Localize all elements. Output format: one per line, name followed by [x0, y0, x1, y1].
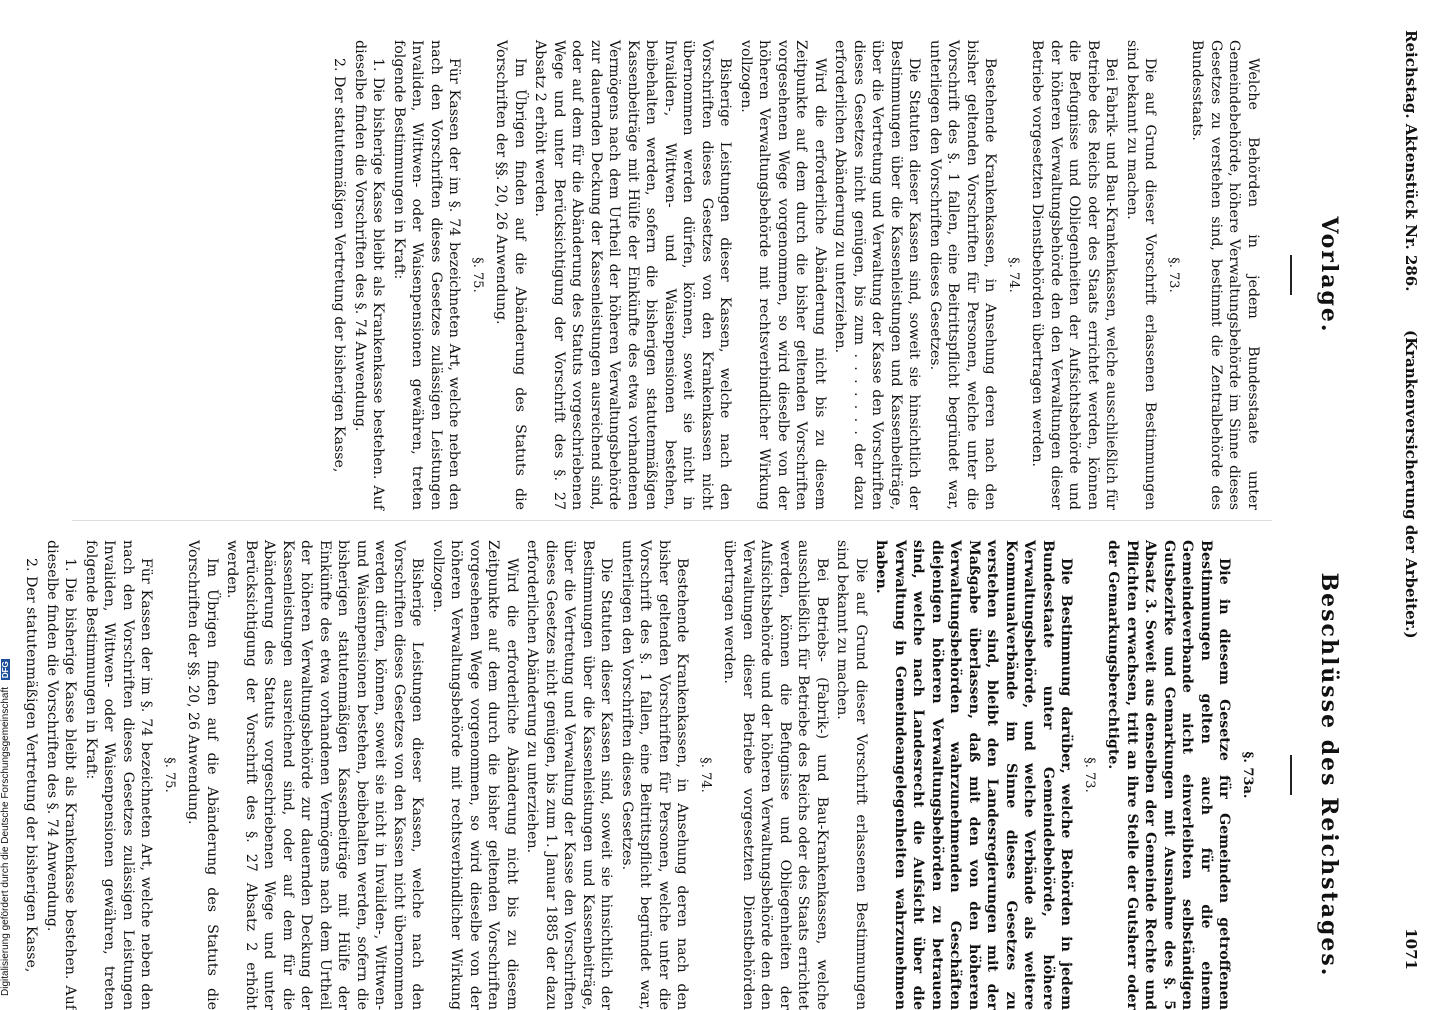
right-paragraph: Die Bestimmung darüber, welche Behörden in jedem Bundesstaate unter Gemeindebehörde, höhere Verwaltungsbehörde, und welche Verbände als weitere Kommunalverbände im Sinne dieses Gesetzes zu verstehen sind, bleibt den Landesregierungen mit der Maßgabe überlassen, daß mit den von den höheren Verwaltungsbehörden wahrzunehmenden Geschäften diejenigen höheren Verwaltungsbehörden zu betrauen sind, welche nach Landesrecht die Aufsicht über die Verwaltung in Gemeindeangelegenheiten wahrzunehmen haben.	[873, 540, 1075, 1010]
dfg-logo-icon: DFG	[1, 661, 10, 679]
right-section-heading: §. 74.	[698, 757, 713, 793]
right-paragraph: Im Übrigen finden auf die Abänderung des Statuts die Vorschriften der §§. 20, 26 Anwendung.	[185, 540, 220, 1010]
right-section-heading: §. 75.	[162, 757, 177, 793]
left-section-heading: §. 73.	[1166, 257, 1181, 293]
right-section-heading: §. 73.	[1082, 757, 1097, 793]
right-paragraph: Für Kassen der im §. 74 bezeichneten Art, welche neben den nach den Vorschriften dieses Gesetzes zulässigen Leistungen Invaliden, Wittwen- oder Waisenpensionen gewähren, treten folgende Bestimmungen in Kraft:	[83, 540, 155, 1010]
left-title-rule	[1290, 255, 1292, 295]
left-paragraph: Die auf Grund dieser Vorschrift erlassenen Bestimmungen sind bekannt zu machen.	[1124, 40, 1159, 510]
digitization-note	[0, 659, 11, 1000]
column-divider	[72, 520, 1272, 521]
right-paragraph: 1. Die bisherige Kasse bleibt als Krankenkasse bestehen. Auf dieselbe finden die Vorschriften des §. 74 Anwendung.	[44, 540, 79, 1010]
left-paragraph: Die Statuten dieser Kassen sind, soweit sie hinsichtlich der Bestimmungen über die Kassenleistungen und Kassenbeiträge, über die Vertretung und Verwaltung der Kasse den Vorschriften dieses Gesetzes nicht genügen, bis zum . . . . . . . der dazu erforderlichen Abänderung zu unterziehen.	[832, 40, 923, 510]
left-section-heading: §. 74.	[1006, 257, 1021, 293]
right-title-rule	[1290, 755, 1292, 795]
left-paragraph: Bestehende Krankenkassen, in Ansehung deren nach den bisher geltenden Vorschriften für Personen, welche unter die Vorschrift des §. 1 fallen, eine Beitrittspflicht begründet war, unterliegen den Vorschriften dieses Gesetzes.	[927, 40, 999, 510]
left-paragraph: Wird die erforderliche Abänderung nicht bis zu diesem Zeitpunkte auf dem durch die bisher geltenden Vorschriften vorgesehenen Wege vorgenommen, so wird dieselbe von der höheren Verwaltungsbehörde mit rechtsverbindlicher Wirkung vollzogen.	[738, 40, 828, 510]
right-section-heading: §. 73a.	[1240, 751, 1255, 799]
left-section-heading: §. 75.	[470, 257, 485, 293]
left-paragraph: Bei Fabrik- und Bau-Krankenkassen, welche ausschließlich für Betriebe des Reichs oder des Staats errichtet werden, können die Befugnisse und Obliegenheiten der Aufsichtsbehörde und der höheren Verwaltungsbehörde den den Verwaltungen dieser Betriebe vorgesetzten Dienstbehörden übertragen werden.	[1029, 40, 1120, 510]
left-paragraph: Welche Behörden in jedem Bundesstaate unter Gemeindebehörde, höhere Verwaltungsbehörde im Sinne dieses Gesetzes zu verstehen sind, bestimmt die Zentralbehörde des Bundesstaats.	[1189, 40, 1261, 510]
left-paragraph: 2. Der statutenmäßigen Vertretung der bisherigen Kasse,	[331, 58, 348, 473]
page-header	[1394, 30, 1420, 970]
right-paragraph: Die Statuten dieser Kassen sind, soweit sie hinsichtlich der Bestimmungen über die Kassenleistungen und Kassenbeiträge, über die Vertretung und Verwaltung der Kasse den Vorschriften dieses Gesetzes nicht genügen, bis zum 1. Januar 1885 der dazu erforderlichen Abänderung zu unterziehen.	[524, 540, 615, 1010]
header-left: Reichstag. Aktenstück Nr. 286.	[1402, 30, 1420, 292]
right-paragraph: 2. Der statutenmäßigen Vertretung der bisherigen Kasse,	[23, 558, 40, 973]
right-paragraph: Bisherige Leistungen dieser Kassen, welche nach den Vorschriften dieses Gesetzes von den Kassen nicht übernommen werden dürfen, können, soweit sie nicht in Invaliden-, Wittwen- und Waisenpensionen bestehen, beibehalten werden, sofern die bisherigen statutenmäßigen Kassenbeiträge mit Hülfe der Einkünfte des etwa vorhandenen Vermögens nach dem Urtheil der höheren Verwaltungsbehörde zur dauernden Deckung der Kassenleistungen ausreichend sind, oder auf dem für die Abänderung des Statuts vorgeschriebenen Wege und unter Berücksichtigung der Vorschrift des §. 27 Absatz 2 erhöht werden.	[224, 540, 426, 1010]
right-paragraph: Bei Betriebs- (Fabrik-) und Bau-Krankenkassen, welche ausschließlich für Betriebe des Reichs oder des Staats errichtet werden, können die Befugnisse und Obliegenheiten der Aufsichtsbehörde und der höheren Verwaltungsbehörde den den Verwaltungen dieser Betriebe vorgesetzten Dienstbehörden übertragen werden.	[721, 540, 830, 1010]
right-paragraph: Wird die erforderliche Abänderung nicht bis zu diesem Zeitpunkte auf dem durch die bisher geltenden Vorschriften vorgesehenen Wege vorgenommen, so wird dieselbe von der höheren Verwaltungsbehörde mit rechtsverbindlicher Wirkung vollzogen.	[430, 540, 520, 1010]
digitization-note-text: Digitalisierung gefördert durch die Deutsche Forschungsgemeinschaft	[0, 686, 11, 996]
right-column	[20, 540, 1262, 1010]
left-paragraph: Im Übrigen finden auf die Abänderung des Statuts die Vorschriften der §§. 20, 26 Anwendung.	[493, 40, 528, 510]
page-number: 1071	[1402, 928, 1420, 970]
left-column-title: Vorlage.	[1316, 216, 1342, 334]
right-paragraph: Die auf Grund dieser Vorschrift erlassenen Bestimmungen sind bekannt zu machen.	[834, 540, 869, 1010]
left-paragraph: 1. Die bisherige Kasse bleibt als Krankenkasse bestehen. Auf dieselbe finden die Vorschriften des §. 74 Anwendung.	[352, 40, 387, 510]
left-paragraph: Bisherige Leistungen dieser Kassen, welche nach den Vorschriften dieses Gesetzes von den Krankenkassen nicht übernommen werden dürfen, können, soweit sie nicht in Invaliden-, Wittwen- und Waisenpensionen bestehen, beibehalten werden, sofern die bisherigen statutenmäßigen Kassenbeiträge mit Hülfe der Einkünfte des etwa vorhandenen Vermögens nach dem Urtheil der höheren Verwaltungsbehörde zur dauernden Deckung der Kassenleistungen ausreichend sind, oder auf dem für die Abänderung des Statuts vorgeschriebenen Wege und unter Berücksichtigung der Vorschrift des §. 27 Absatz 2 erhöht werden.	[532, 40, 734, 510]
left-column	[328, 40, 1262, 510]
right-paragraph: Die in diesem Gesetze für Gemeinden getroffenen Bestimmungen gelten auch für die einem Gemeindeverbande nicht einverleibten selbständigen Gutsbezirke und Gemarkungen mit Ausnahme des §. 5 Absatz 3. Soweit aus denselben der Gemeinde Rechte und Pflichten erwachsen, tritt an ihre Stelle der Gutsherr oder der Gemarkungsberechtigte.	[1105, 540, 1233, 1010]
left-paragraph: Für Kassen der im §. 74 bezeichneten Art, welche neben den nach den Vorschriften dieses Gesetzes zulässigen Leistungen Invaliden, Wittwen- oder Waisenpensionen gewähren, treten folgende Bestimmungen in Kraft:	[391, 40, 463, 510]
header-center: (Krankenversicherung der Arbeiter.)	[1402, 330, 1420, 639]
right-column-title: Beschlüsse des Reichstages.	[1316, 572, 1342, 978]
right-paragraph: Bestehende Krankenkassen, in Ansehung deren nach den bisher geltenden Vorschriften für Personen, welche unter die Vorschrift des §. 1 fallen, eine Beitrittspflicht begründet war, unterliegen den Vorschriften dieses Gesetzes.	[619, 540, 691, 1010]
